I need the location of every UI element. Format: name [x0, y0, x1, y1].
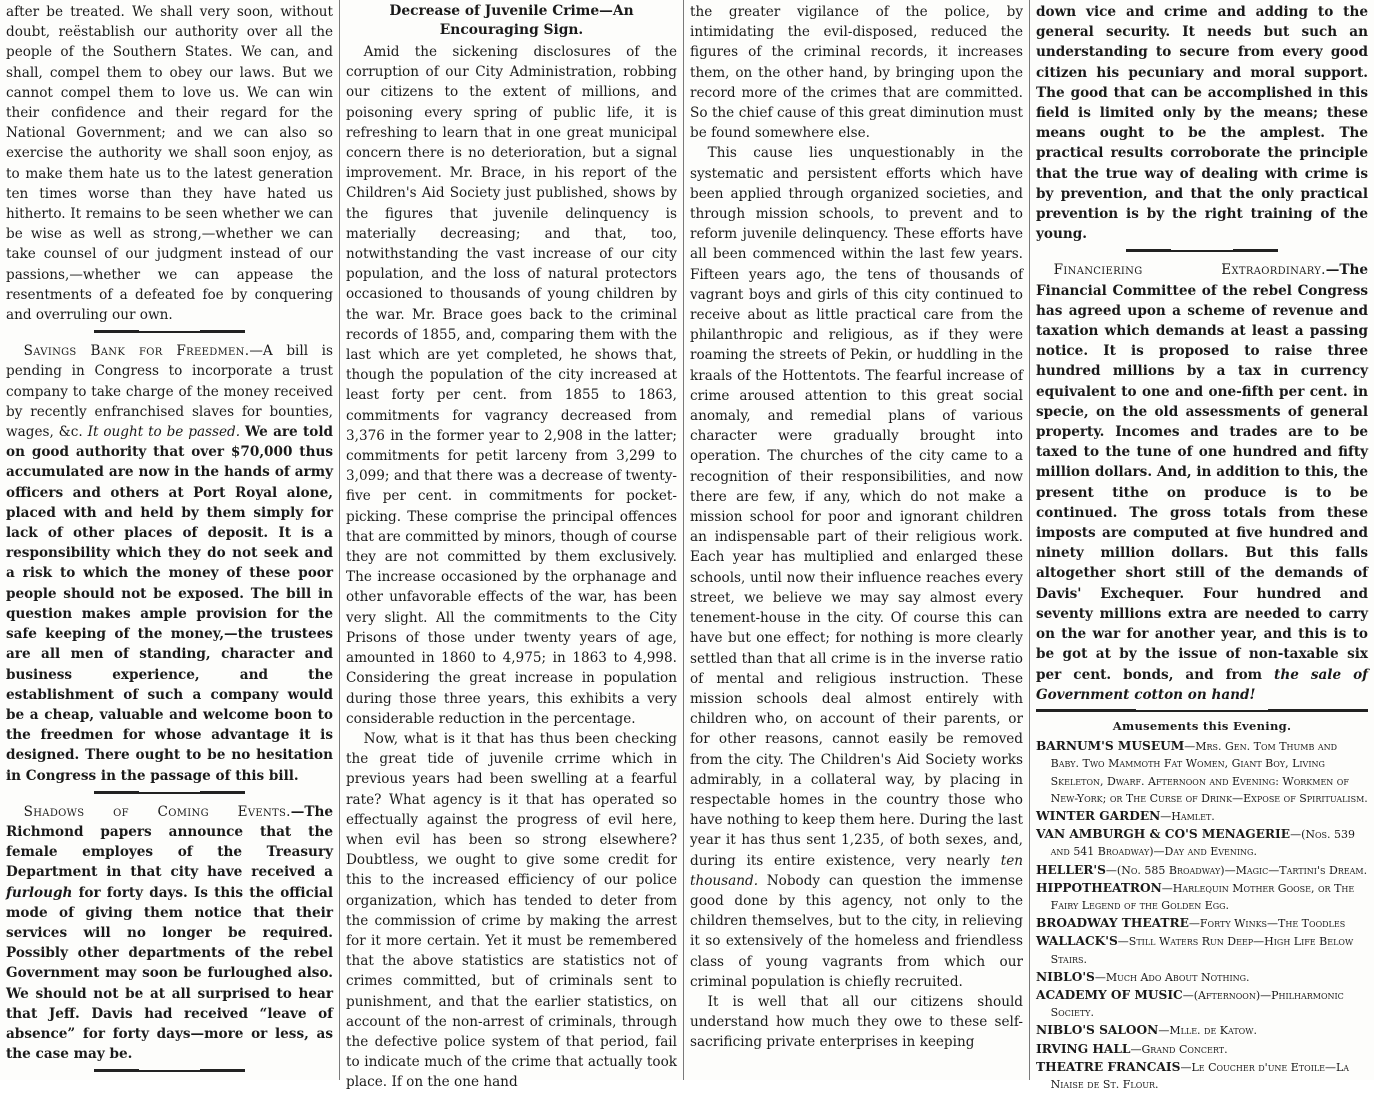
section-divider [1126, 250, 1279, 252]
section-divider [94, 792, 244, 794]
financiering-italic: the sale of Government cotton on hand! [1036, 666, 1369, 703]
savings-bank-heading: Savings Bank for Freedmen. [23, 343, 250, 360]
juvenile-crime-headline: Decrease of Juvenile Crime—An Encouraging Sign. [389, 3, 634, 38]
shadows-text-b: for forty days. Is this the official mode of giving them notice that their services will no longer be required. Possibly other departments of the rebel Government may soon be furloughed also. We should not be at all surprised to hear that Jeff. Davis had received “leave of absence” for forty days—more or less, as the case may be. [6, 884, 333, 1063]
amusement-item: BARNUM'S MUSEUM—Mrs. Gen. Tom Thumb and Baby. Two Mammoth Fat Women, Giant Boy, Living Skeleton, Dwarf. Afternoon and Evening: Workmen of New-York; or The Curse of Drink—Expose of Spiritualism. [1036, 739, 1368, 805]
amusement-item: HIPPOTHEATRON—Harlequin Mother Goose, or The Fairy Legend of the Golden Egg. [1036, 880, 1355, 912]
savings-bank-italic: It ought to be passed. [87, 424, 241, 441]
amusement-item: ACADEMY OF MUSIC—(Afternoon)—Philharmonic Society. [1036, 987, 1344, 1020]
amusement-item: NIBLO'S—Much Ado About Nothing. [1036, 969, 1250, 984]
column-1 [0, 0, 340, 1080]
editorial-continuation: after be treated. We shall very soon, without doubt, reëstablish our authority over all the people of the Southern States. We can, and shall, compel them to obey our laws. But we cannot compel them to love us. We can win their confidence and their regard for the National Government; and we can also so exercise the authority we shall soon enjoy, as to make them hate us to the latest generation ten times worse than they have hated us hitherto. It remains to be seen whether we can be wise as well as strong,—whether we can take counsel of our judgment instead of our passions,—whether we can appease the resentments of a defeated foe by conquering and overruling our own. [6, 4, 333, 324]
amusement-item: WALLACK'S—Still Waters Run Deep—High Life Below Stairs. [1036, 934, 1354, 966]
shadows-text-a: —The Richmond papers announce that the female employes of the Treasury Department in that city have received a [6, 803, 333, 881]
amusement-item: IRVING HALL—Grand Concert. [1036, 1041, 1228, 1056]
shadows-heading: Shadows of Coming Events. [23, 803, 291, 820]
amusement-item: NIBLO'S SALOON—Mlle. de Katow. [1036, 1023, 1257, 1038]
shadows-italic: furlough [6, 884, 73, 901]
amusement-item: VAN AMBURGH & CO'S MENAGERIE—(Nos. 539 and 541 Broadway)—Day and Evening. [1036, 827, 1356, 859]
juvenile-crime-conclusion: down vice and crime and adding to the general security. It needs but such an understanding to secure from every good citizen his pecuniary and moral support. The good that can be accomplished in this field is limited only by the means; these means ought to be the amplest. The practical results corroborate the principle that the true way of dealing with crime is by prevention, and that the only practical prevention is by the right training of the young. [1036, 4, 1368, 243]
amusements-heading: Amusements this Evening. [1112, 718, 1292, 733]
juvenile-crime-paragraph-3: the greater vigilance of the police, by intimidating the evil-disposed, reduced the figures of the criminal records, it increases them, on the other hand, by bringing upon the record more of the crimes that are committed. So the chief cause of this great diminution must be found somewhere else. [690, 4, 1023, 142]
section-divider [94, 1070, 244, 1072]
savings-bank-text-a: —A bill is pending in Congress to incorporate a trust company to take charge of the money received by recently enfranchised slaves for bounties, wages, &c. [6, 343, 333, 441]
juvenile-crime-paragraph-4 [690, 143, 1023, 992]
amusement-item: HELLER'S—(No. 585 Broadway)—Magic—Tartini's Dream. [1036, 862, 1368, 877]
financiering-text-a: —The Financial Committee of the rebel Congress has agreed upon a scheme of revenue and taxation which demands at least a passing notice. It is proposed to raise three hundred millions by a tax in currency equivalent to one and one-fifth per cent. in specie, on the old assessments of general property. Incomes and trades are to be taxed to the tune of one hundred and fifty million dollars. And, in addition to this, the present tithe on produce is to be continued. The gross totals from these imposts are computed at five hundred and ninety million dollars. But this falls altogether short still of the demands of Davis' Exchequer. Four hundred and seventy millions extra are needed to carry on the war for another year, and this is to be got at by the issue of non-taxable six per cent. bonds, and from [1036, 262, 1368, 683]
juvenile-crime-paragraph-2: Now, what is it that has thus been checking the great tide of juvenile crrime which in previous years had been swelling at a fearful rate? What agency is it that has operated so effectually against the progress of evil here, when evil has been so strong elsewhere? Doubtless, we ought to give some credit for this to the increased efficiency of our police organization, which has tended to deter from the commission of crime by making the arrest for it more certain. Yet it must be remembered that the above statistics are statistics not of crimes committed, but of criminals sent to punishment, and that the earlier statistics, on account of the non-arrest of criminals, through the defective police system of that period, fail to indicate much of the crime that actually took place. If on the one hand [346, 730, 677, 1091]
juvenile-crime-paragraph-5: It is well that all our citizens should understand how much they owe to these self-sacrificing private enterprises in keeping [690, 993, 1023, 1051]
amusement-item: THEATRE FRANCAIS—Le Coucher d'une Etoile—La Niaise de St. Flour. [1036, 1059, 1350, 1091]
column-2 [340, 0, 684, 1091]
savings-bank-article [6, 341, 333, 785]
column-3 [684, 0, 1030, 1080]
financiering-article [1036, 260, 1368, 704]
paragraph-4-text-b: Nobody can question the immense good done by this agency, not only to the children themselves, but to the city, in relieving it so extensively of the homeless and friendless class of young vagrants from which our criminal population is chiefly recruited. [690, 872, 1023, 990]
section-divider [1036, 710, 1368, 712]
paragraph-4-italic: ten thousand. [690, 852, 1023, 889]
savings-bank-text-b: We are told on good authority that over $70,000 thus accumulated are now in the hands of army officers and others at Port Royal alone, placed with and held by them simply for lack of other places of deposit. It is a responsibility which they do not seek and a risk to which the money of these poor people should not be exposed. The bill in question makes ample provision for the safe keeping of the money,—the trustees are all men of standing, character and business experience, and the establishment of such a company would be a cheap, valuable and welcome boon to the freedmen for whose advantage it is designed. There ought to be no hesitation in Congress in the passage of this bill. [6, 424, 334, 784]
section-divider [94, 331, 244, 333]
amusements-list [1036, 738, 1368, 1093]
amusement-item: WINTER GARDEN—Hamlet. [1036, 808, 1215, 823]
paragraph-4-text-a: This cause lies unquestionably in the systematic and persistent efforts which have been applied through organized societies, and through mission schools, to prevent and to reform juvenile delinquency. These efforts have all been commenced within the last few years. Fifteen years ago, the tens of thousands of vagrant boys and girls of this city continued to receive about as little practical care from the philanthropic and religious, as if they were roaming the streets of Pekin, or huddling in the kraals of the Hottentots. The fearful increase of crime aroused attention to this great social anomaly, and remedial plans of various character were gradually brought into operation. The churches of the city came to a recognition of their responsibilities, and now there are few, if any, which do not make a mission school for poor and ignorant children an indispensable part of their religious work. Each year has multiplied and enlarged these schools, until now their influence reaches every street, we believe we may say almost every tenement-house in the city. Of course this can have but one effect; for nothing is more clearly settled than that all crime is in the inverse ratio of mental and religious instruction. These mission schools deal almost entirely with children who, on account of their parents, or for other reasons, cannot easily be removed from the city. The Children's Aid Society works admirably, in a collateral way, by placing in respectable homes in the country those who have nothing to keep them here. During the last year it has thus sent 1,235, of both sexes, and, during its entire existence, very nearly [690, 145, 1023, 869]
juvenile-crime-paragraph-1: Amid the sickening disclosures of the corruption of our City Administration, robbing our citizens to the extent of millions, and poisoning every spring of public life, it is refreshing to learn that in one great municipal concern there is no deterioration, but a signal improvement. Mr. Brace, in his report of the Children's Aid Society just published, shows by the figures that juvenile delinquency is materially decreasing; and that, too, notwithstanding the vast increase of our city population, and the loss of natural protectors occasioned to thousands of young children by the war. Mr. Brace goes back to the criminal records of 1855, and, comparing them with the last which are yet completed, he shows that, though the population of the city increased at least forty per cent. from 1855 to 1863, commitments for vagrancy decreased from 3,376 in the former year to 2,908 in the latter; commitments for petit larceny from 3,299 to 3,099; and that there was a decrease of twenty-five per cent. in commitments for pocket-picking. These comprise the principal offences that are committed by minors, though of course they are not committed by them exclusively. The increase occasioned by the orphanage and other unfavorable effects of the war, has been very slight. All the commitments to the City Prisons of those under twenty years of age, amounted in 1860 to 4,975; in 1863 to 4,998. Considering the great increase in population during those three years, this exhibits a very considerable reduction in the percentage. [346, 44, 677, 727]
column-4 [1030, 0, 1374, 1091]
shadows-article [6, 802, 333, 1065]
financiering-heading: Financiering Extraordinary. [1053, 262, 1326, 279]
amusement-item: BROADWAY THEATRE—Forty Winks—The Toodles [1036, 916, 1346, 931]
